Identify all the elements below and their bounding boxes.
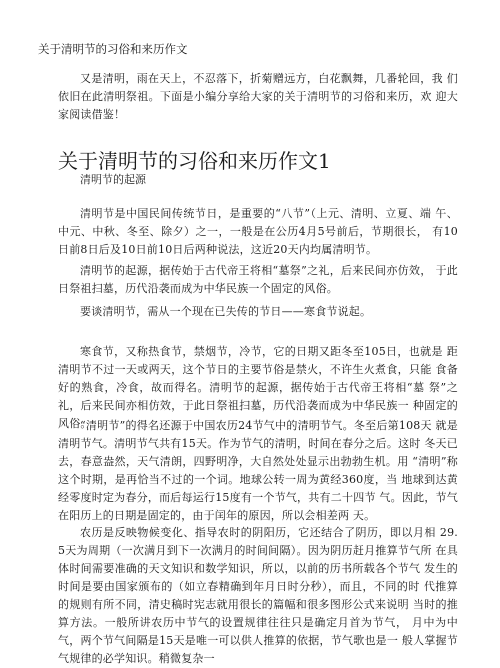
body-paragraph: 寒食节，又称热食节，禁烟节，冷节，它的日期又距冬至105日，也就是 距清明节不过一天或两天，这个节日的主要节俗是禁火，不许生火煮食，只能 食备好的熟食，冷食，故而得名。清明节的起源，据传始于古代帝王将相“墓 祭”之礼，后来民间亦相仿效，于此日祭祖扫墓，历代沿袭而成为中华民族一 种固定的风俗。 [58, 345, 458, 430]
section-subheading: 清明节的起源 [80, 173, 146, 186]
body-paragraph: 农历是反映物候变化、指导农时的阴阳历，它还结合了阴历，即以月相 29. 5天为周期（一次满月到下一次满月的时间间隔）。因为阴历赶月推算节气所 在具体时间需要准确的天文知识和数学知识，所以，以前的历书所载各个节气 发生的时间是要由国家颁布的（如立春精确到年月日时分秒），而且，不同的时 代推算的规则有所不同，清史稿时宪志就用很长的篇幅和很多图形公式来说明 当时的推算方法。一般所讲农历中节气的设置规律往往只是确定月首为节气， 月中为中气，两个节气间隔是15天是唯一可以供人推算的依据，节气歌也是一 般人掌握节气规律的必学知识。稍微复杂一 [58, 526, 458, 665]
body-paragraph: 清明节是中国民间传统节日，是重要的“八节”（上元、清明、立夏、端 午、中元、中秋、冬至、除夕）之一，一般是在公历4月5号前后，节期很长， 有10日前8日后及10日前10日后两种说法，这近20天内均属清明节。 [58, 207, 458, 256]
document-small-title: 关于清明节的习俗和来历作文 [38, 42, 188, 56]
body-paragraph: 清明节的起源，据传始于古代帝王将相“墓祭”之礼，后来民间亦仿效， 于此日祭祖扫墓，历代沿袭而成为中华民族一个固定的风俗。 [58, 264, 458, 295]
intro-paragraph: 又是清明，雨在天上，不忍落下，折菊赠远方，白花飘舞，几番轮回，我 们依旧在此清明祭祖。下面是小编分享给大家的关于清明节的习俗和来历，欢 迎大家阅读借鉴！ [58, 72, 458, 121]
article-heading: 关于清明节的习俗和来历作文1 [58, 149, 331, 174]
body-paragraph: 要谈清明节，需从一个现在已失传的节日——寒食节说起。 [80, 305, 372, 318]
body-paragraph: “清明节”的得名还源于中国农历24节气中的清明节气。冬至后第108天 就是清明节气。清明节气共有15天。作为节气的清明，时间在春分之后。这时 冬天已去，春意盎然，天气清朗，四野明净，大自然处处显示出勃勃生机。用 “清明”称这个时期，是再恰当不过的一个词。地球公转一周为黄经360度，当 地球到达黄经零度时定为春分，而后每运行15度有一个节气，共有二十四节 气。因此，节气在阳历上的日期是固定的，由于闰年的原因，所以会相差两 天。 [58, 419, 458, 522]
